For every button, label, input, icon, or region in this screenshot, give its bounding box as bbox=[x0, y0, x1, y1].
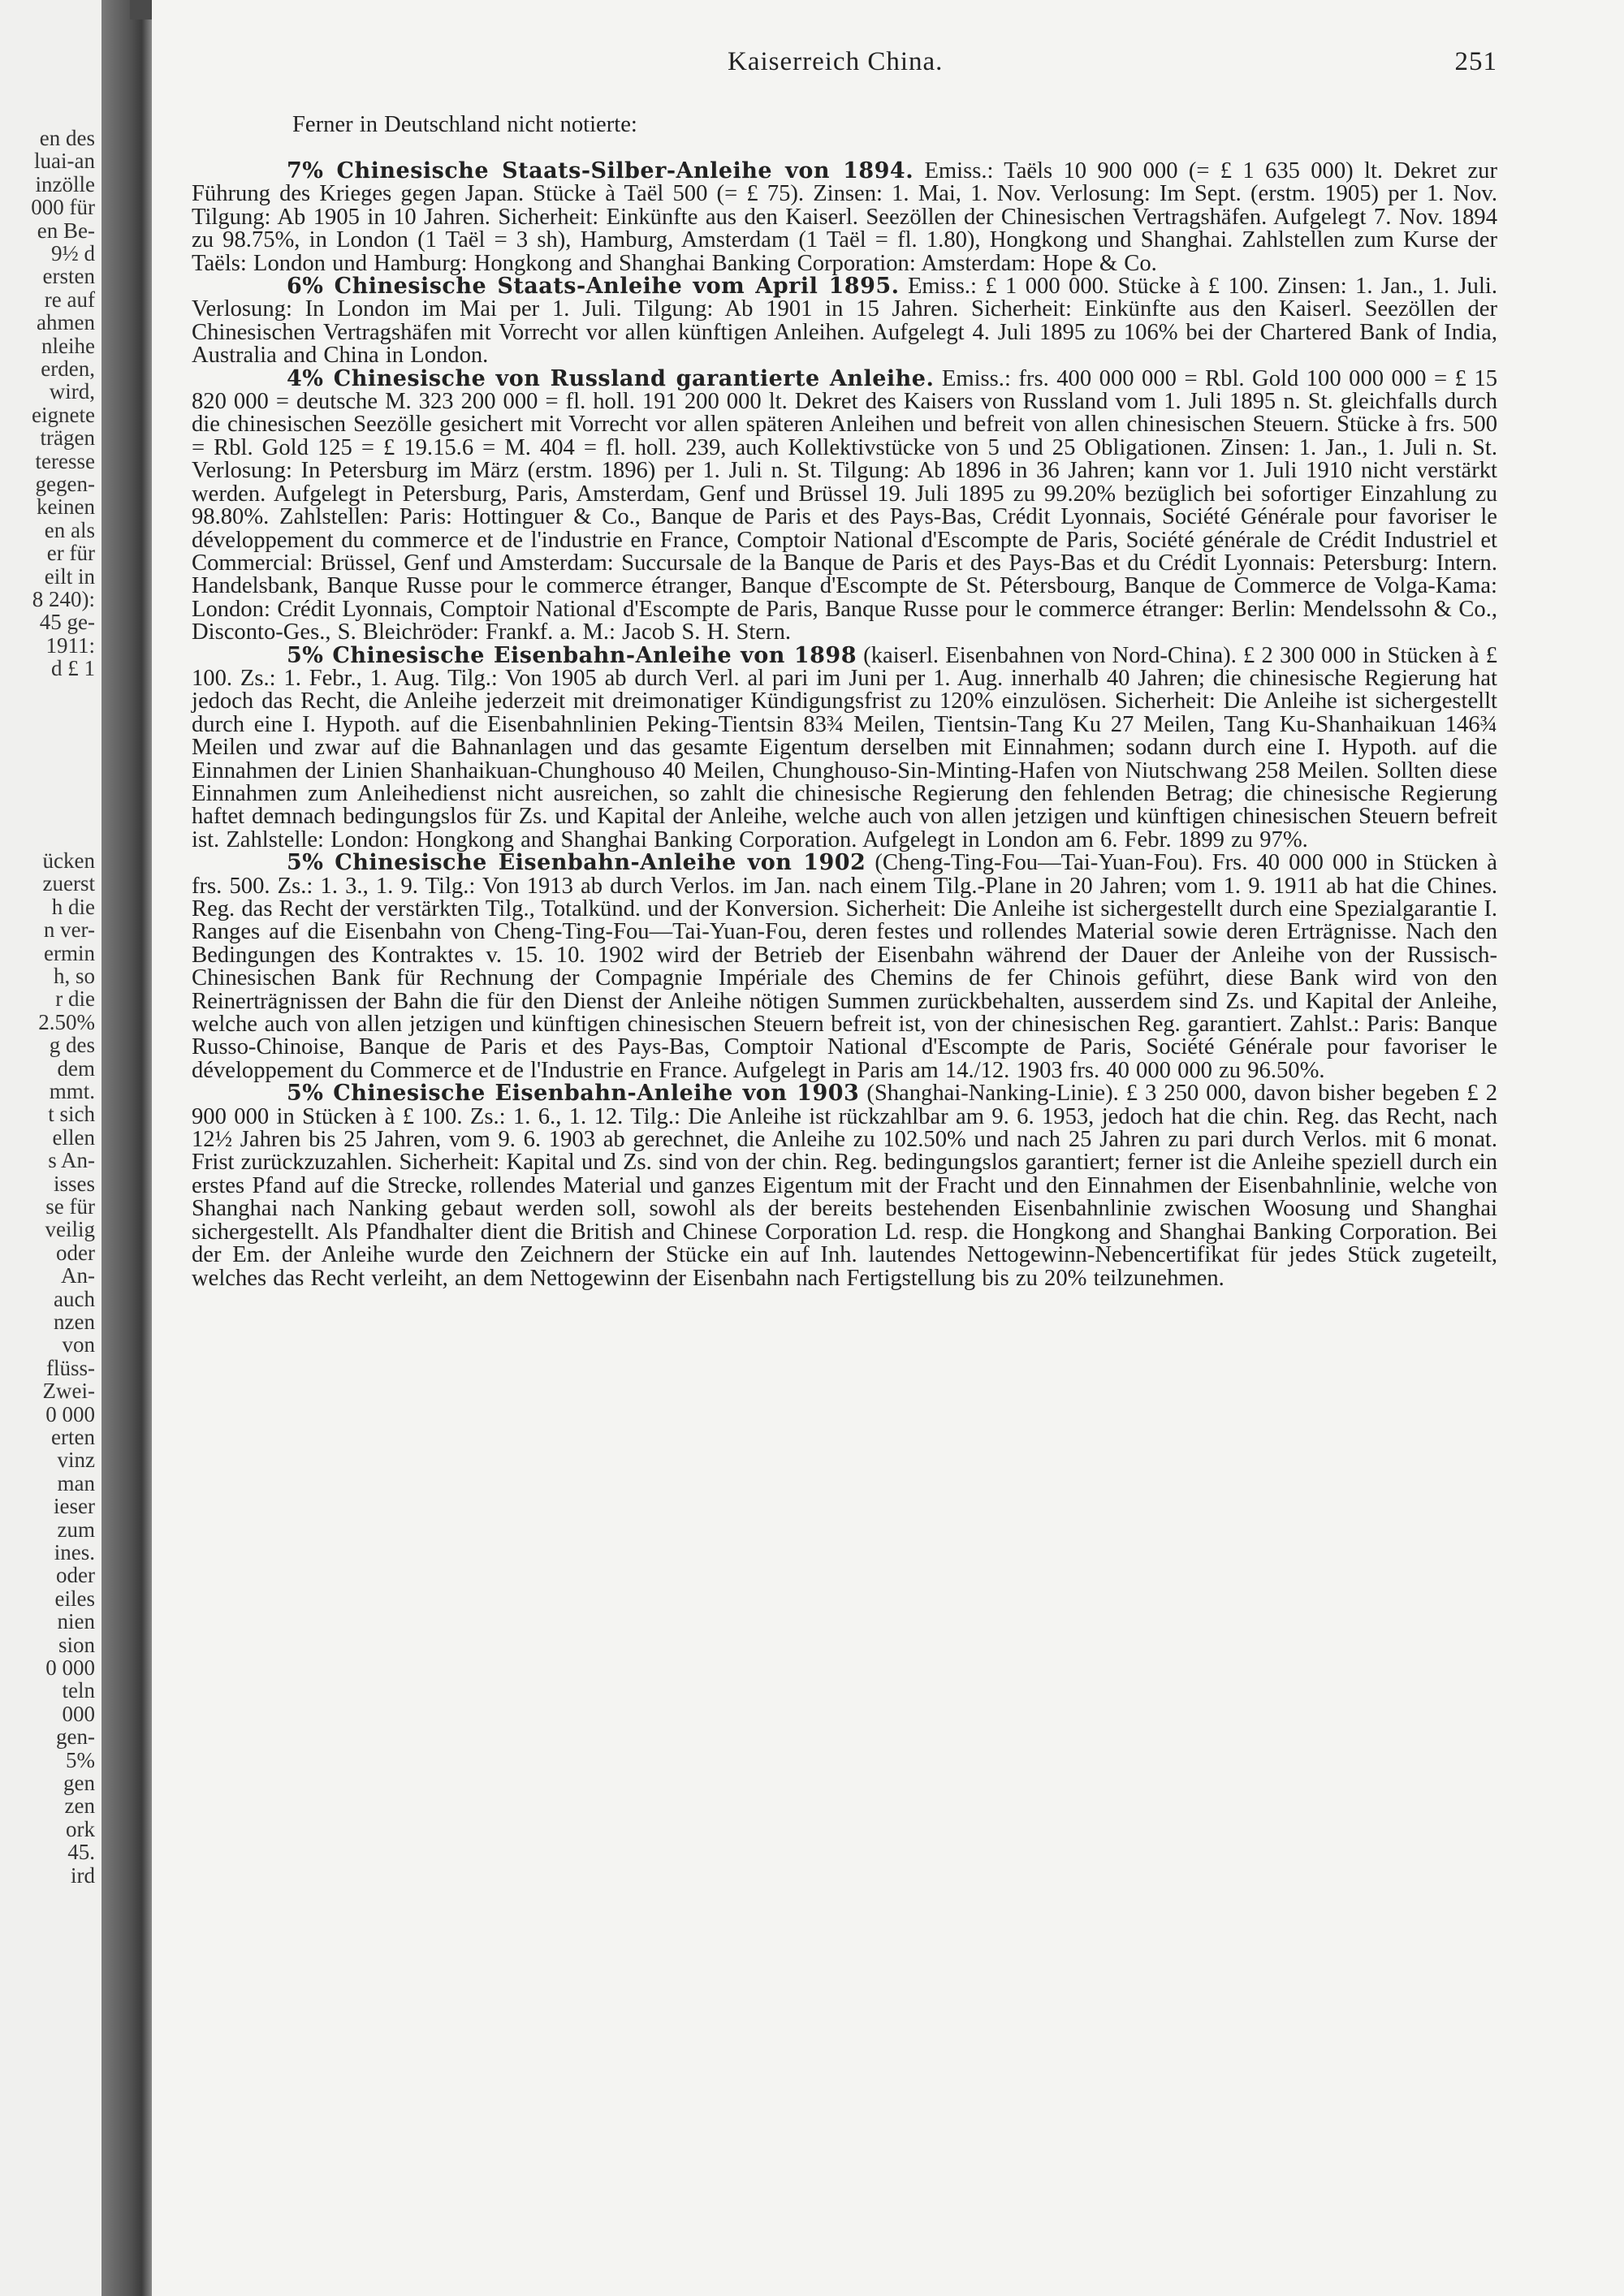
loan-body: Emiss.: £ 1 000 000. Stücke à £ 100. Zinsen: 1. Jan., 1. Juli. Verlosung: In London im Mai per 1. Juli. Tilgung: Ab 1901 in 15 Jahren. Sicherheit: Einkünfte aus den Kaiserl. Seezöllen der Chinesischen Vertragshäfen mit Vorrecht vor allen künftigen Anleihen. Aufgelegt 4. Juli 1895 zu 106% bei der Chartered Bank of India, Australia and China in London. bbox=[192, 274, 1497, 369]
left-page-text-fragment: sion bbox=[58, 1632, 95, 1657]
left-page-text-fragment: se für bbox=[45, 1194, 95, 1219]
left-page-text-fragment: mmt. bbox=[49, 1079, 95, 1103]
book-page bbox=[192, 47, 1497, 1290]
left-page-text-fragment: von bbox=[62, 1332, 95, 1357]
left-page-text-fragment: gen bbox=[63, 1771, 95, 1795]
left-page-text-fragment: teln bbox=[62, 1678, 95, 1703]
left-page-text-fragment: nleihe bbox=[41, 333, 95, 358]
left-page-text-fragment: t sich bbox=[48, 1102, 95, 1127]
left-page-text-fragment: ersten bbox=[42, 264, 95, 289]
left-page-text-fragment: eignete bbox=[32, 402, 95, 427]
loan-entry bbox=[192, 1082, 1497, 1290]
loan-heading: 7% Chinesische Staats-Silber-Anleihe von 1894. bbox=[287, 158, 914, 183]
loan-entry bbox=[192, 275, 1497, 368]
loan-heading: 5% Chinesische Eisenbahn-Anleihe von 1902 bbox=[287, 850, 866, 876]
left-page-text-fragment: ücken bbox=[42, 848, 95, 873]
left-page-text-fragment: ieser bbox=[54, 1494, 95, 1519]
left-page-text-fragment: nzen bbox=[54, 1310, 95, 1334]
left-page-text-fragment: 9½ d bbox=[51, 241, 95, 265]
loan-heading: 4% Chinesische von Russland garantierte Anleihe. bbox=[287, 365, 935, 391]
left-page-text-fragment: 000 bbox=[62, 1701, 95, 1726]
book-gutter bbox=[102, 0, 152, 2296]
left-page-text-fragment: An- bbox=[61, 1263, 95, 1288]
intro-line: Ferner in Deutschland nicht notierte: bbox=[292, 112, 637, 137]
left-page-text-fragment: veilig bbox=[45, 1217, 95, 1242]
loan-body: (Shanghai-Nanking-Linie). £ 3 250 000, davon bisher begeben £ 2 900 000 in Stücken à £ 100. Zs.: 1. 6., 1. 12. Tilg.: Die Anleihe ist rückzahlbar am 9. 6. 1953, jedoch hat die chin. Reg. das Recht, nach 12½ Jahren bis 25 Jahren, vom 9. 6. 1903 ab gerechnet, die Anleihe zu 102.50% und nach 25 Jahren zu pari durch Verlos. mit 6 monat. Frist zurückzuzahlen. Sicherheit: Kapital und Zs. sind von der chin. Reg. bedingungslos garantiert; ferner ist die Anleihe speziell durch ein erstes Pfand auf die Strecke, rollendes Material und ganzes Eigentum mit der Fracht und den Einnahmen der Eisenbahnlinie, welche von Shanghai nach Nanking gebaut werden soll, sowohl als der bereits bestehenden Eisenbahnlinie zwischen Woosung und Shanghai sichergestellt. Als Pfandhalter dient die British and Chinese Corporation Ld. resp. die Hongkong and Shanghai Banking Corporation. Bei der Em. der Anleihe wurde den Zeichnern der Stücke ein auf Inh. lautendes Nettogewinn-Nebencertifikat für jedes Stück zugeteilt, welches das Recht verleiht, an dem Nettogewinn der Eisenbahn nach Fertigstellung bis zu 20% teilzunehmen. bbox=[192, 1081, 1497, 1291]
loan-entry bbox=[192, 852, 1497, 1082]
left-page-text-fragment: 0 000 bbox=[45, 1655, 95, 1680]
left-page-text-fragment: zuerst bbox=[42, 871, 95, 896]
left-page-text-fragment: dem bbox=[57, 1055, 95, 1081]
left-page-text-fragment: h, so bbox=[53, 964, 95, 988]
left-page-text-fragment: oder bbox=[56, 1563, 95, 1588]
left-page-text-fragment: flüss- bbox=[46, 1355, 95, 1380]
left-page-text-fragment: ines. bbox=[54, 1540, 95, 1564]
left-page-text-fragment: 5% bbox=[66, 1747, 95, 1772]
left-page-text-fragment: s An- bbox=[48, 1148, 95, 1173]
left-page-text-fragment: zum bbox=[57, 1517, 95, 1542]
left-page-text-fragment: 000 für bbox=[31, 195, 95, 220]
left-page-text-fragment: ahmen bbox=[37, 310, 95, 335]
loan-entry bbox=[192, 365, 1497, 645]
left-page-text-fragment: 1911: bbox=[45, 632, 95, 658]
left-page-text-fragment: oder bbox=[56, 1240, 95, 1265]
left-page-text-fragment: zen bbox=[64, 1793, 95, 1819]
left-page-text-fragment: r die bbox=[55, 986, 95, 1012]
left-page-text-fragment: re auf bbox=[44, 287, 95, 312]
page-number: 251 bbox=[1454, 47, 1497, 76]
left-page-text-fragment: Zwei- bbox=[42, 1379, 95, 1404]
left-page-text-fragment: inzölle bbox=[35, 171, 95, 196]
loan-body: Emiss.: Taëls 10 900 000 (= £ 1 635 000) lt. Dekret zur Führung des Krieges gegen Japan. Stücke à Taël 500 (= £ 75). Zinsen: 1. Mai, 1. Nov. Verlosung: Im Sept. (erstm. 1905) per 1. Nov. Tilgung: Ab 1905 in 10 Jahren. Sicherheit: Einkünfte aus den Kaiserl. Seezöllen der Chinesischen Vertragshäfen. Aufgelegt 7. Nov. 1894 zu 98.75%, in London (1 Taël = 3 sh), Hamburg, Amsterdam (1 Taël = fl. 1.80), Hongkong und Shanghai. Zahlstellen zum Kurse der Taëls: London und Hamburg: Hongkong and Shanghai Banking Corporation: Amsterdam: Hope & Co. bbox=[192, 158, 1497, 276]
left-page-text-fragment: ird bbox=[71, 1862, 95, 1888]
running-title: Kaiserreich China. bbox=[728, 47, 944, 76]
left-page-text-fragment: nien bbox=[57, 1609, 95, 1634]
left-page-text-fragment: gegen- bbox=[35, 472, 95, 496]
loan-entry bbox=[192, 642, 1498, 852]
left-page-text-fragment: eilt in bbox=[44, 563, 95, 589]
left-page-text-fragment: 8 240): bbox=[32, 587, 95, 611]
page-header bbox=[192, 47, 1497, 89]
left-page-text-fragment: man bbox=[57, 1470, 95, 1495]
left-page-text-fragment: vinz bbox=[57, 1448, 95, 1473]
page-body bbox=[192, 114, 1497, 1290]
left-page-text-fragment: en des bbox=[39, 126, 95, 150]
left-page-fragment bbox=[0, 0, 102, 2296]
loan-heading: 5% Chinesische Eisenbahn-Anleihe von 1898 bbox=[287, 642, 857, 668]
left-page-text-fragment: auch bbox=[54, 1286, 95, 1311]
left-page-text-fragment: en Be- bbox=[37, 218, 95, 243]
left-page-text-fragment: gen- bbox=[56, 1724, 95, 1750]
left-page-text-fragment: trägen bbox=[40, 425, 95, 451]
loan-heading: 5% Chinesische Eisenbahn-Anleihe von 1903 bbox=[287, 1081, 860, 1107]
left-page-text-fragment: g des bbox=[49, 1033, 95, 1058]
loan-heading: 6% Chinesische Staats-Anleihe vom April 1895. bbox=[287, 274, 900, 300]
left-page-text-fragment: en als bbox=[44, 517, 95, 542]
left-page-text-fragment: 45. bbox=[67, 1840, 95, 1865]
left-page-text-fragment: eiles bbox=[54, 1586, 95, 1611]
left-page-text-fragment: 0 000 bbox=[45, 1401, 95, 1426]
left-page-text-fragment: erten bbox=[51, 1425, 95, 1449]
left-page-text-fragment: h die bbox=[51, 894, 95, 919]
gutter-shadow bbox=[130, 0, 152, 19]
left-page-text-fragment: n ver- bbox=[43, 917, 95, 943]
loan-entry bbox=[192, 160, 1497, 275]
left-page-text-fragment: teresse bbox=[35, 448, 95, 473]
left-page-text-fragment: luai-an bbox=[34, 149, 95, 174]
left-page-text-fragment: ellen bbox=[52, 1124, 95, 1150]
loan-body: (Cheng-Ting-Fou—Tai-Yuan-Fou). Frs. 40 000 000 in Stücken à frs. 500. Zs.: 1. 3., 1. 9. Tilg.: Von 1913 ab durch Verlos. im Jan. nach einem Tilg.-Plane in 20 Jahren; vom 1. 9. 1911 ab hat die Chines. Reg. das Recht der verstärkten Tilg., Totalkünd. und der Konversion. Sicherheit: Die Anleihe ist sichergestellt durch eine Spezialgarantie I. Ranges auf die Eisenbahn von Cheng-Ting-Fou—Tai-Yuan-Fou, deren festes und rollendes Material sowie deren Erträgnisse. Nach den Bedingungen des Kontraktes v. 15. 10. 1902 wird der Betrieb der Eisenbahn während der Dauer der Anleihe von der Russisch-Chinesischen Bank für Rechnung der Compagnie Impériale des Chemins de fer Chinois geführt, diese Bank wird von den Reinerträgnissen der Bahn die für den Dienst der Anleihe nötigen Summen zurückbehalten, ausserdem sind Zs. und Kapital der Anleihe, welche auch von allen jetzigen und künftigen chinesischen Steuern befreit ist, von der chinesischen Reg. garantiert. Zahlst.: Paris: Banque Russo-Chinoise, Banque de Paris et des Pays-Bas, Comptoir National d'Escompte de Paris, Société Générale pour favoriser le développement du Commerce et de l'Industrie en France. Aufgelegt in Paris am 14./12. 1903 frs. 40 000 000 zu 96.50%. bbox=[192, 850, 1497, 1083]
left-page-text-fragment: d £ 1 bbox=[51, 656, 95, 681]
left-page-text-fragment: 45 ge- bbox=[39, 610, 95, 635]
left-page-text-fragment: keinen bbox=[37, 494, 95, 520]
left-page-text-fragment: wird, bbox=[49, 379, 95, 404]
left-page-text-fragment: ermin bbox=[44, 940, 95, 965]
left-page-text-fragment: er für bbox=[46, 541, 95, 566]
loan-body: (kaiserl. Eisenbahnen von Nord-China). £ 2 300 000 in Stücken à £ 100. Zs.: 1. Febr., 1. Aug. Tilg.: Von 1905 ab durch Verl. al pari im Juni per 1. Aug. innerhalb 40 Jahren; die chinesische Regierung hat jedoch das Recht, die Anleihe jederzeit mit dreimonatiger Kündigungsfrist zu 120% einzulösen. Sicherheit: Die Anleihe ist sichergestellt durch eine I. Hypoth. auf die Eisenbahnlinien Peking-Tientsin 83¾ Meilen, Tientsin-Tang Ku 27 Meilen, Tang Ku-Shanhaikuan 146¾ Meilen und zwar auf die Bahnanlagen und das gesamte Eigentum derselben mit Einnahmen; sodann durch eine I. Hypoth. auf die Einnahmen der Linien Shanhaikuan-Chunghouso 40 Meilen, Chunghouso-Sin-Minting-Hafen von Niutschwang 258 Meilen. Sollten diese Einnahmen zum Anleihedienst nicht ausreichen, so zahlt die chinesische Regierung den fehlenden Betrag; die chinesische Regierung haftet demnach bedingungslos für Zs. und Kapital der Anleihe, welche auch von allen jetzigen und künftigen chinesischen Steuern befreit ist. Zahlstelle: London: Hongkong and Shanghai Banking Corporation. Aufgelegt in London am 6. Febr. 1899 zu 97%. bbox=[192, 642, 1498, 852]
left-page-text-fragment: 2.50% bbox=[38, 1009, 95, 1034]
left-page-text-fragment: ork bbox=[66, 1816, 95, 1841]
left-page-text-fragment: erden, bbox=[41, 356, 95, 381]
left-page-text-fragment: isses bbox=[53, 1171, 95, 1196]
loan-body: Emiss.: frs. 400 000 000 = Rbl. Gold 100 000 000 = £ 15 820 000 = deutsche M. 323 200 000 = fl. holl. 191 200 000 lt. Dekret des Kaisers von Russland vom 1. Juli 1895 n. St. gleichfalls durch die chinesischen Seezölle gesichert mit Vorrecht vor allen späteren Anleihen und befreit von allen chinesischen Steuern. Stücke à frs. 500 = Rbl. Gold 125 = £ 19.15.6 = M. 404 = fl. holl. 239, auch Kollektivstücke von 5 und 25 Obligationen. Zinsen: 1. Jan., 1. Juli n. St. Verlosung: In Petersburg im März (erstm. 1896) per 1. Juli n. St. Tilgung: Ab 1896 in 36 Jahren; kann vor 1. Juli 1910 nicht verstärkt werden. Aufgelegt in Petersburg, Paris, Amsterdam, Genf und Brüssel 19. Juli 1895 zu 99.20% bezüglich bei sofortiger Einzahlung zu 98.80%. Zahlstellen: Paris: Hottinguer & Co., Banque de Paris et des Pays-Bas, Crédit Lyonnais, Société Générale pour favoriser le développement du commerce et de l'industrie en France, Comptoir National d'Escompte de Paris, Société générale de Crédit Industriel et Commercial: Brüssel, Genf und Amsterdam: Succursale de la Banque de Paris et des Pays-Bas et du Crédit Lyonnais: Petersburg: Intern. Handelsbank, Banque Russe pour le commerce étranger, Banque d'Escompte de St. Pétersbourg, Banque de Commerce de Volga-Kama: London: Crédit Lyonnais, Comptoir National d'Escompte de Paris, Banque Russe pour le commerce étranger: Berlin: Mendelssohn & Co., Disconto-Ges., S. Bleichröder: Frankf. a. M.: Jacob S. H. Stern. bbox=[192, 365, 1497, 645]
